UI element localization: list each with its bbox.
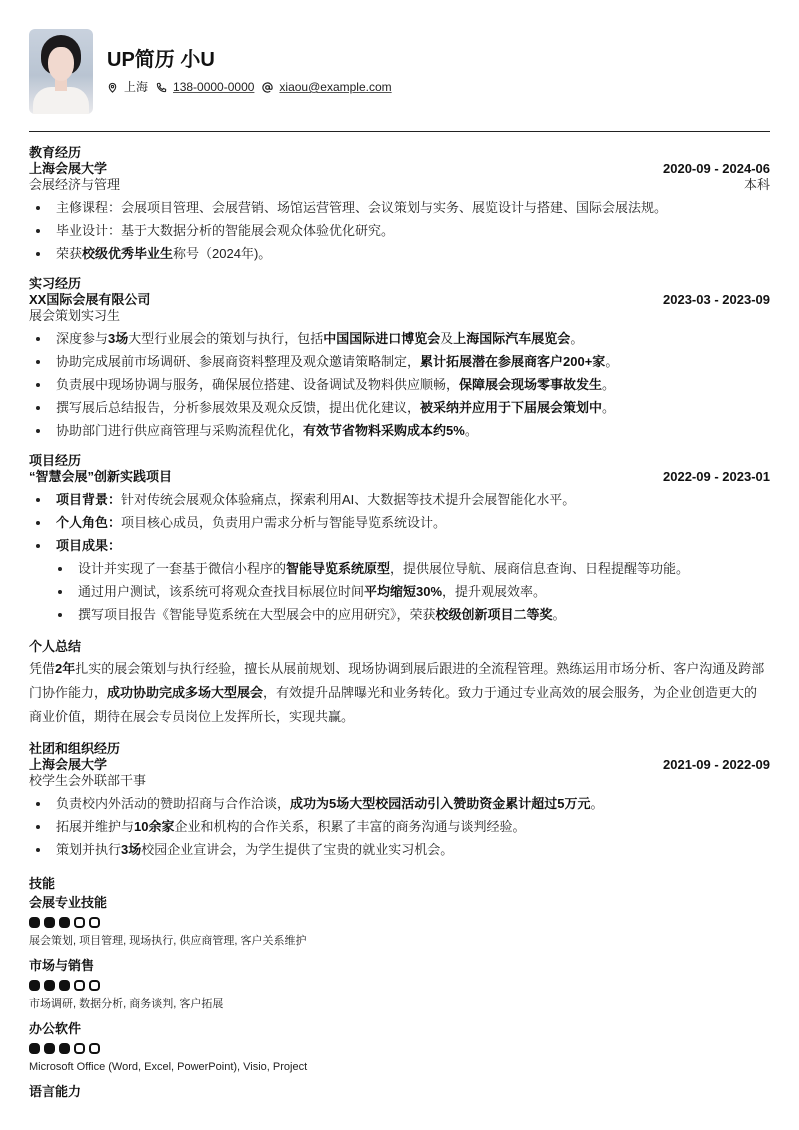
- skill-level-rating: [29, 1043, 770, 1054]
- activities-dates: 2021-09 - 2022-09: [663, 757, 770, 772]
- text-run: 负责校内外活动的赞助招商与合作洽谈，: [56, 796, 291, 811]
- internship-section: [29, 276, 770, 442]
- activities-bullets: [29, 792, 770, 861]
- bullet-item: [29, 396, 770, 419]
- bullet-item: [29, 580, 770, 603]
- candidate-name: UP简历 小U: [107, 49, 215, 71]
- section-title: 技能: [29, 876, 56, 891]
- bullet-item: [29, 350, 770, 373]
- text-run: 设计并实现了一套基于微信小程序的: [78, 561, 287, 576]
- project-bullets: [29, 488, 770, 557]
- emphasis-text: 2年: [55, 661, 76, 676]
- text-run: 主修课程：会展项目管理、会展营销、场馆运营管理、会议策划与实务、展览设计与搭建、国际会展法规。: [56, 200, 668, 215]
- skill-item: [29, 958, 770, 1011]
- summary-section: [29, 639, 770, 729]
- map-pin-icon: [107, 82, 118, 93]
- skill-name: 办公软件: [29, 1021, 82, 1036]
- empty-dot-icon: [89, 917, 100, 928]
- phone-link[interactable]: 138-0000-0000: [173, 80, 255, 94]
- skills-list: [29, 895, 770, 1100]
- company-name: XX国际会展有限公司: [29, 292, 151, 307]
- skill-name: 语言能力: [29, 1084, 82, 1099]
- resume-header: [29, 28, 770, 114]
- degree: 本科: [743, 177, 770, 192]
- emphasis-text: 项目成果：: [56, 538, 122, 553]
- empty-dot-icon: [89, 1043, 100, 1054]
- phone-icon: [156, 82, 167, 93]
- skill-description: 展会策划, 项目管理, 现场执行, 供应商管理, 客户关系维护: [29, 935, 307, 947]
- project-name: “智慧会展”创新实践项目: [29, 469, 173, 484]
- bullet-item: [29, 242, 770, 265]
- text-run: 企业和机构的合作关系，积累了丰富的商务沟通与谈判经验。: [174, 819, 526, 834]
- skill-item: [29, 1021, 770, 1074]
- text-run: 通过用户测试，该系统可将观众查找目标展位时间: [78, 584, 365, 599]
- emphasis-text: 平均缩短30%: [364, 584, 443, 599]
- location-text: 上海: [124, 80, 149, 94]
- emphasis-text: 智能导览系统原型: [286, 561, 391, 576]
- emphasis-text: 3场: [108, 331, 129, 346]
- emphasis-text: 个人角色：: [56, 515, 122, 530]
- bullet-item: [29, 838, 770, 861]
- text-run: ，提升观展效率。: [442, 584, 547, 599]
- text-run: 。: [602, 377, 616, 392]
- header-info: [107, 47, 400, 95]
- education-dates: 2020-09 - 2024-06: [663, 161, 770, 176]
- email-link[interactable]: xiaou@example.com: [279, 80, 392, 94]
- text-run: 撰写展后总结报告，分析参展效果及观众反馈，提出优化建议，: [56, 400, 421, 415]
- text-run: 策划并执行: [56, 842, 122, 857]
- emphasis-text: 3场: [121, 842, 142, 857]
- text-run: 大型行业展会的策划与执行，包括: [128, 331, 324, 346]
- text-run: 项目核心成员，负责用户需求分析与智能导览系统设计。: [121, 515, 447, 530]
- email-item: [262, 79, 391, 95]
- bullet-item: [29, 511, 770, 534]
- emphasis-text: 上海国际汽车展览会: [453, 331, 571, 346]
- skill-description: 市场调研, 数据分析, 商务谈判, 客户拓展: [29, 998, 224, 1010]
- skill-item: [29, 1084, 770, 1100]
- text-run: 校园企业宣讲会，为学生提供了宝贵的就业实习机会。: [141, 842, 454, 857]
- bullet-item: [29, 373, 770, 396]
- emphasis-text: 校级创新项目二等奖: [435, 607, 553, 622]
- emphasis-text: 10余家: [134, 819, 175, 834]
- filled-dot-icon: [59, 980, 70, 991]
- text-run: 。: [605, 354, 619, 369]
- text-run: 协助部门进行供应商管理与采购流程优化，: [56, 423, 304, 438]
- emphasis-text: 校级优秀毕业生: [82, 246, 174, 261]
- bullet-item: [29, 557, 770, 580]
- bullet-item: [29, 815, 770, 838]
- header-divider: [29, 131, 770, 132]
- bullet-item: [29, 603, 770, 626]
- section-title: 实习经历: [29, 276, 82, 291]
- skill-description: Microsoft Office (Word, Excel, PowerPoint), Visio, Project: [29, 1061, 308, 1073]
- emphasis-text: 中国国际进口博览会: [323, 331, 441, 346]
- text-run: 针对传统会展观众体验痛点，探索利用AI、大数据等技术提升会展智能化水平。: [121, 492, 576, 507]
- bullet-item: [29, 196, 770, 219]
- bullet-item: [29, 327, 770, 350]
- skill-level-rating: [29, 917, 770, 928]
- text-run: 。: [552, 607, 566, 622]
- empty-dot-icon: [89, 980, 100, 991]
- skills-section: [29, 876, 770, 1100]
- internship-dates: 2023-03 - 2023-09: [663, 292, 770, 307]
- section-title: 社团和组织经历: [29, 741, 121, 756]
- contact-line: [107, 79, 400, 95]
- text-run: 。: [590, 796, 604, 811]
- text-run: 。: [464, 423, 478, 438]
- skill-level-rating: [29, 980, 770, 991]
- filled-dot-icon: [59, 1043, 70, 1054]
- section-title: 个人总结: [29, 639, 82, 654]
- empty-dot-icon: [74, 1043, 85, 1054]
- text-run: 。: [570, 331, 584, 346]
- text-run: 扎实的展会策划与执行经验，擅长从展前规划、现场协调到展后跟进的全流程管理。熟练运用市场分析、客户沟通及跨部门协作能力，: [29, 661, 765, 700]
- filled-dot-icon: [44, 917, 55, 928]
- text-run: 协助完成展前市场调研、参展商资料整理及观众邀请策略制定，: [56, 354, 421, 369]
- project-result-bullets: [29, 557, 770, 626]
- skill-item: [29, 895, 770, 948]
- project-section: [29, 453, 770, 626]
- organization-name: 上海会展大学: [29, 757, 108, 772]
- emphasis-text: 有效节省物料采购成本约5%: [303, 423, 465, 438]
- text-run: ，有效提升品牌曝光和业务转化。致力于通过专业高效的展会服务，为企业创造更大的商业价值，期待在展会专员岗位上发挥所长，实现共赢。: [29, 685, 758, 724]
- empty-dot-icon: [74, 980, 85, 991]
- education-bullets: [29, 196, 770, 265]
- empty-dot-icon: [74, 917, 85, 928]
- text-run: 及: [440, 331, 454, 346]
- emphasis-text: 累计拓展潜在参展商客户200+家: [420, 354, 606, 369]
- text-run: 深度参与: [56, 331, 109, 346]
- filled-dot-icon: [44, 1043, 55, 1054]
- text-run: 。: [602, 400, 616, 415]
- school-name: 上海会展大学: [29, 161, 108, 176]
- education-section: [29, 145, 770, 265]
- bullet-item: [29, 792, 770, 815]
- text-run: 毕业设计：基于大数据分析的智能展会观众体验优化研究。: [56, 223, 395, 238]
- emphasis-text: 项目背景：: [56, 492, 122, 507]
- skill-name: 市场与销售: [29, 958, 95, 973]
- bullet-item: [29, 419, 770, 442]
- text-run: 撰写项目报告《智能导览系统在大型展会中的应用研究》，荣获: [78, 607, 436, 622]
- emphasis-text: 成功为5场大型校园活动引入赞助资金累计超过5万元: [290, 796, 591, 811]
- job-role: 展会策划实习生: [29, 308, 121, 323]
- location-item: [107, 79, 148, 95]
- filled-dot-icon: [44, 980, 55, 991]
- text-run: 凭借: [29, 661, 56, 676]
- activity-role: 校学生会外联部干事: [29, 773, 147, 788]
- emphasis-text: 成功协助完成多场大型展会: [107, 685, 264, 700]
- bullet-item: [29, 488, 770, 511]
- text-run: ，提供展位导航、展商信息查询、日程提醒等功能。: [390, 561, 690, 576]
- bullet-item: [29, 219, 770, 242]
- bullet-item: [29, 534, 770, 557]
- section-title: 教育经历: [29, 145, 82, 160]
- at-sign-icon: [262, 82, 273, 93]
- section-title: 项目经历: [29, 453, 82, 468]
- phone-item: [156, 79, 254, 95]
- project-dates: 2022-09 - 2023-01: [663, 469, 770, 484]
- text-run: 拓展并维护与: [56, 819, 135, 834]
- emphasis-text: 保障展会现场零事故发生: [459, 377, 603, 392]
- skill-name: 会展专业技能: [29, 895, 108, 910]
- text-run: 荣获: [56, 246, 83, 261]
- filled-dot-icon: [59, 917, 70, 928]
- text-run: 负责展中现场协调与服务，确保展位搭建、设备调试及物料供应顺畅，: [56, 377, 460, 392]
- filled-dot-icon: [29, 980, 40, 991]
- summary-text: [29, 657, 770, 729]
- internship-bullets: [29, 327, 770, 442]
- emphasis-text: 被采纳并应用于下届展会策划中: [420, 400, 603, 415]
- major: 会展经济与管理: [29, 177, 121, 192]
- activities-section: [29, 741, 770, 861]
- filled-dot-icon: [29, 1043, 40, 1054]
- text-run: 称号（2024年)。: [173, 246, 272, 261]
- profile-photo: [29, 29, 93, 114]
- filled-dot-icon: [29, 917, 40, 928]
